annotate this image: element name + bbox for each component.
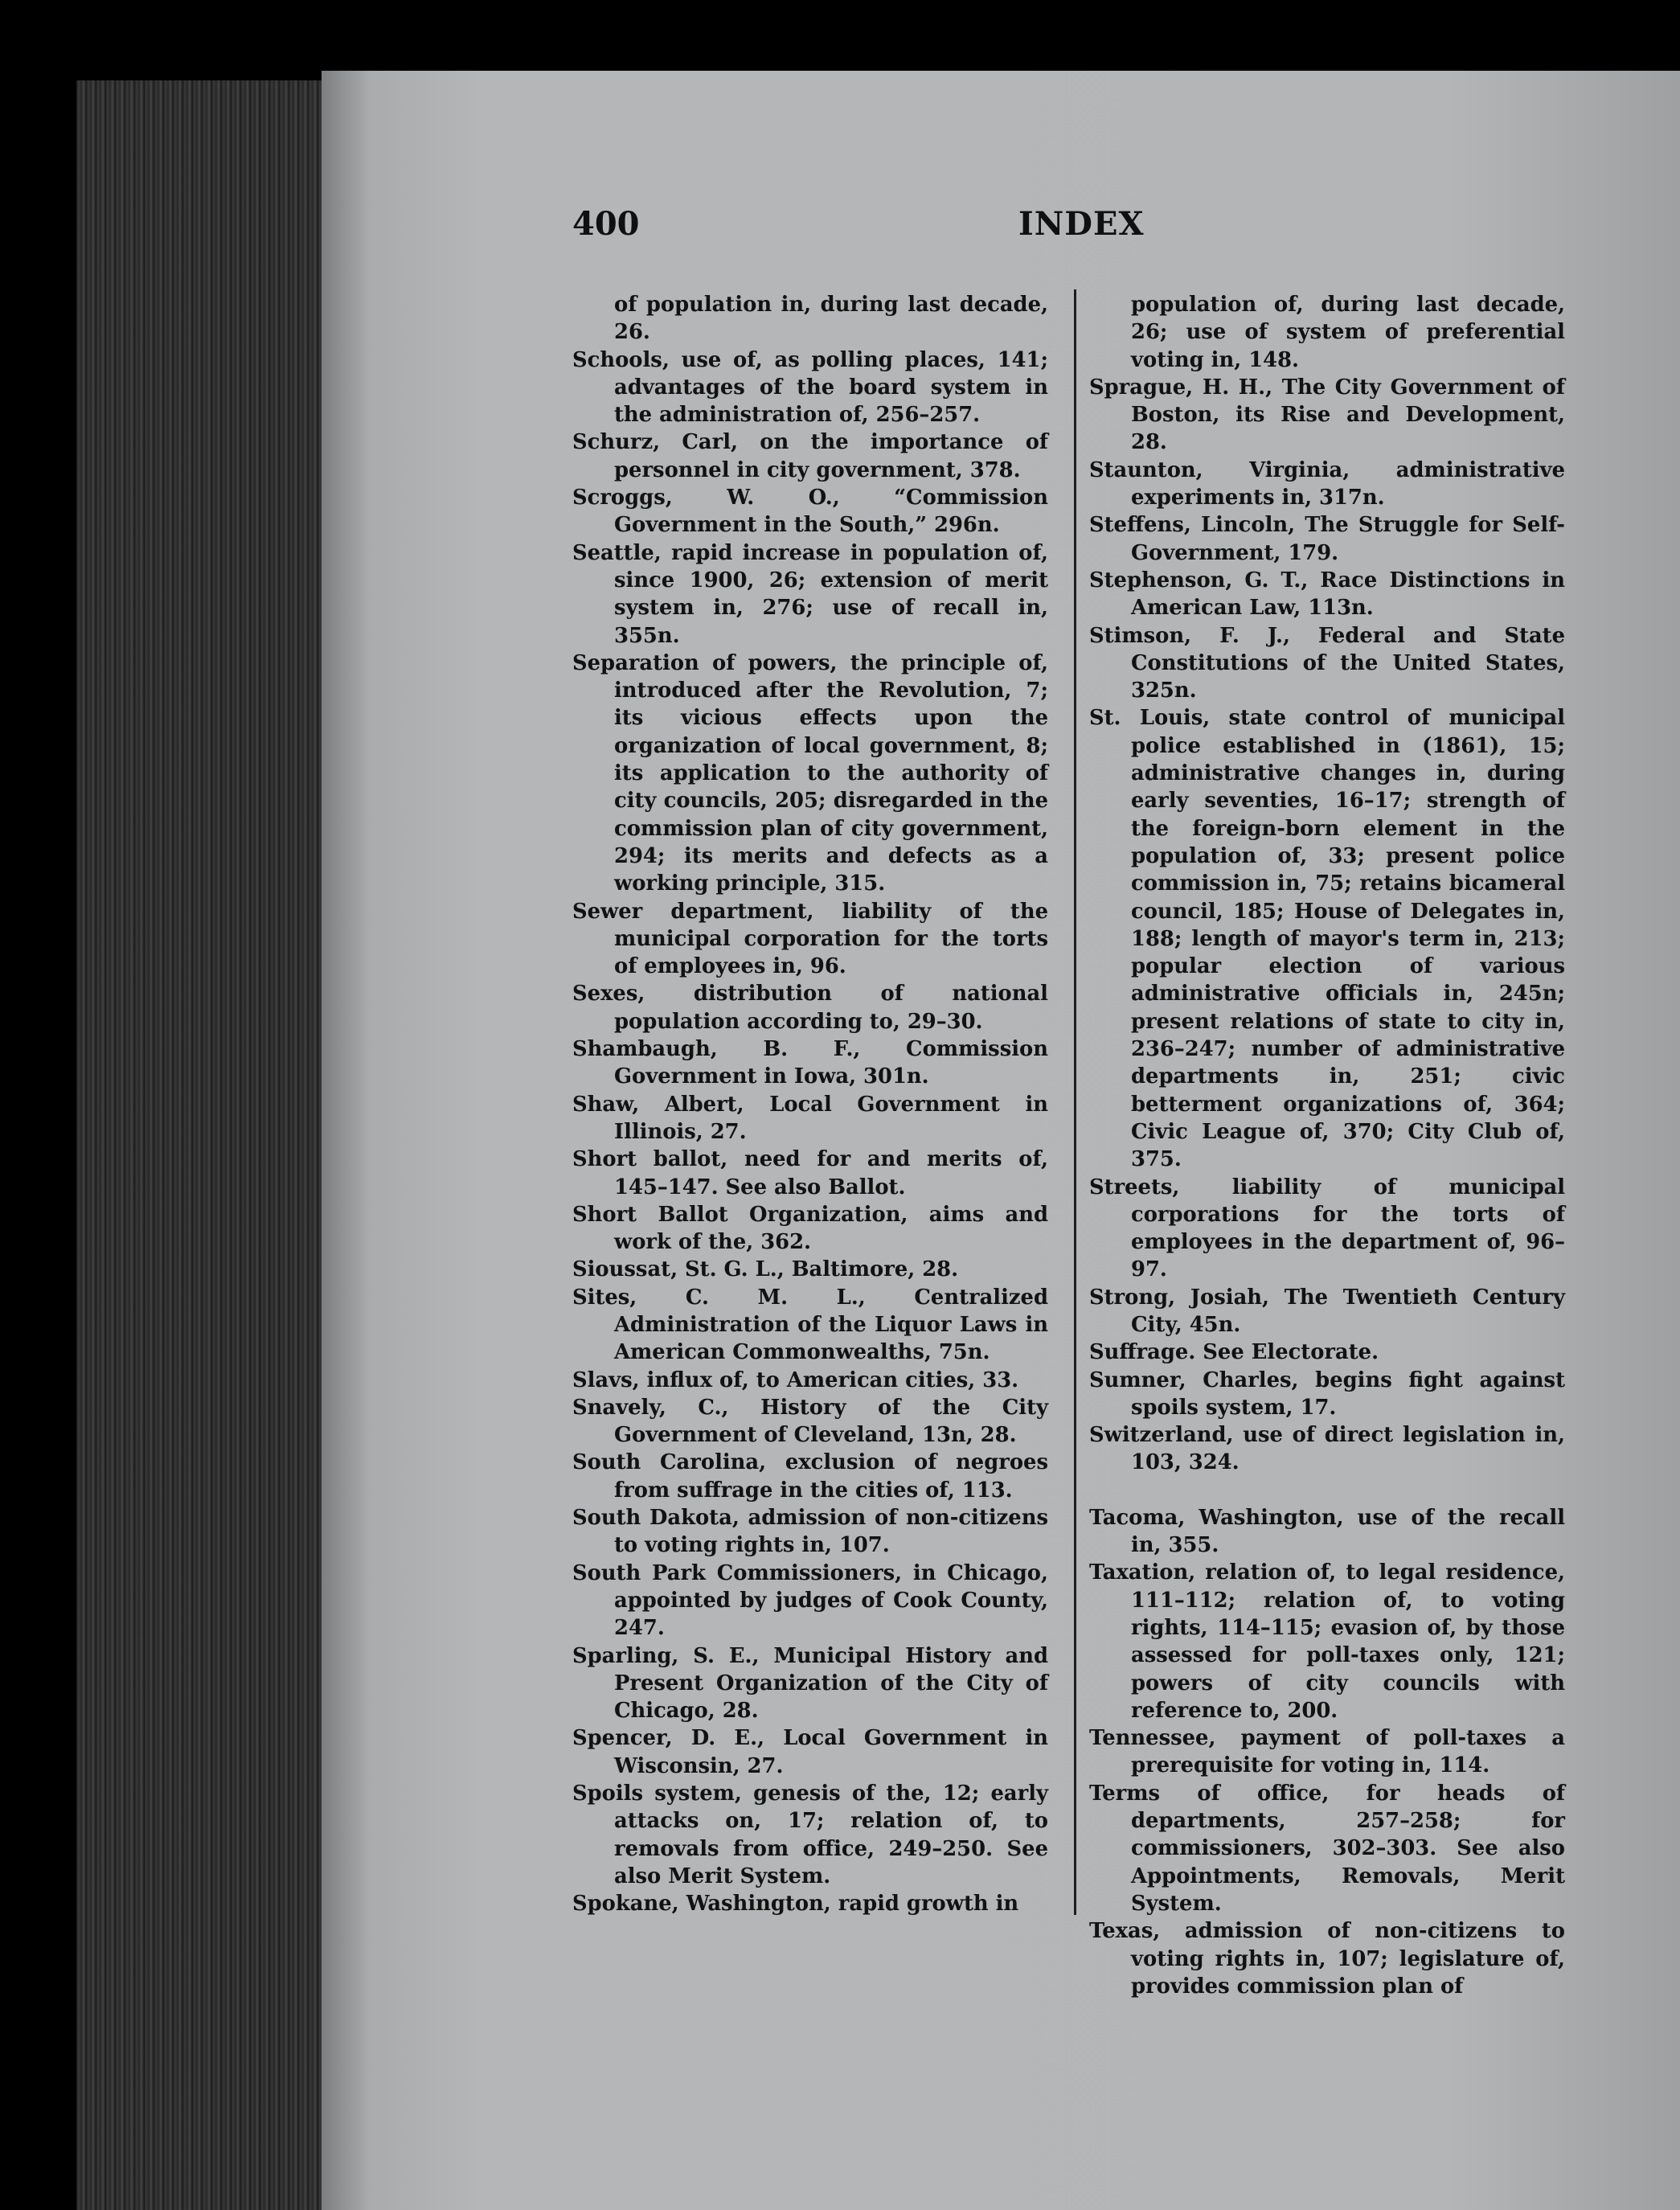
index-entry-text: ballot, need for and merits of, 145–147. See also Ballot. xyxy=(614,1147,1048,1199)
index-entry-heading: Shaw, xyxy=(572,1092,640,1117)
index-entry xyxy=(572,1642,1048,1725)
index-entry xyxy=(572,980,1048,1035)
index-entry xyxy=(572,1394,1048,1449)
index-entry-heading: Steffens, xyxy=(1089,513,1191,538)
index-entry-heading: South xyxy=(572,1450,641,1475)
index-entry-heading: Separation xyxy=(572,650,699,675)
index-entry-text: liability of municipal corporations for the torts of employees in the department of, 96–97. xyxy=(1131,1175,1565,1282)
index-entry-heading: Schools, xyxy=(572,347,670,372)
index-entry-text: D. E., Local Government in Wisconsin, 27. xyxy=(614,1726,1048,1778)
index-entry-text: Ballot Organization, aims and work of the, 362. xyxy=(614,1202,1048,1255)
index-entry xyxy=(572,1890,1048,1917)
index-entry-text: G. T., Race Distinctions in American Law, 113n. xyxy=(1131,568,1565,621)
index-entry xyxy=(572,1035,1048,1091)
index-entry xyxy=(1089,1284,1565,1339)
index-entry-heading: Stephenson, xyxy=(1089,568,1233,592)
index-entry-text: relation of, to legal residence, 111–112; relation of, to voting rights, 114–115; evasion of, by those assessed for poll-taxes only, 121; powers of city councils with reference to, 200. xyxy=(1131,1560,1565,1723)
index-entry xyxy=(572,1091,1048,1146)
index-entry-text: Washington, rapid growth in xyxy=(678,1892,1019,1917)
index-entry xyxy=(572,1284,1048,1367)
index-entry xyxy=(1089,704,1565,1173)
index-entry xyxy=(1089,1559,1565,1724)
column-divider xyxy=(1074,289,1076,1915)
index-entry-text: Carolina, exclusion of negroes from suffrage in the cities of, 113. xyxy=(614,1450,1048,1503)
index-entry-heading: Sites, xyxy=(572,1285,637,1310)
page-number: 400 xyxy=(572,205,640,243)
index-entry xyxy=(572,291,1048,346)
index-entry-heading: Stimson, xyxy=(1089,623,1192,648)
index-entry-heading: Short xyxy=(572,1202,637,1227)
index-entry-text: Charles, begins fight against spoils system, 17. xyxy=(1131,1367,1565,1420)
index-entry-text: St. G. L., Baltimore, 28. xyxy=(678,1257,959,1282)
page-title: INDEX xyxy=(1018,205,1145,243)
index-entry-heading: Spencer, xyxy=(572,1726,673,1751)
index-entry xyxy=(1089,511,1565,567)
index-entry xyxy=(572,898,1048,981)
index-entry-heading: Tacoma, xyxy=(1089,1505,1186,1530)
index-entry xyxy=(572,650,1048,898)
index-entry-heading: Strong, xyxy=(1089,1285,1176,1310)
index-entry-text: F. J., Federal and State Constitutions of the United States, 325n. xyxy=(1131,623,1565,703)
index-entry-heading: Terms xyxy=(1089,1781,1161,1806)
index-entry xyxy=(1089,622,1565,705)
index-entry-text: Carl, on the importance of personnel in city government, 378. xyxy=(614,430,1048,482)
index-entry xyxy=(1089,291,1565,374)
index-entry-text: admission of non-citizens to voting rights in, 107; legislature of, provides commission plan of xyxy=(1131,1919,1565,1999)
index-entry xyxy=(1089,1917,1565,2000)
index-entry-heading: Sewer xyxy=(572,899,643,924)
index-entry-text: of population in, during last decade, 26. xyxy=(614,293,1048,345)
index-entry xyxy=(572,1256,1048,1283)
index-entry xyxy=(572,1504,1048,1560)
index-entry-heading: Texas, xyxy=(1089,1919,1161,1944)
index-entry xyxy=(1089,1367,1565,1422)
index-entry-text: W. O., “Commission Government in the South,” 296n. xyxy=(614,486,1048,538)
index-entry-heading: Schurz, xyxy=(572,430,661,455)
index-entry-text: B. F., Commission Government in Iowa, 301n. xyxy=(614,1037,1048,1089)
index-entry xyxy=(1089,374,1565,457)
running-head xyxy=(572,205,1585,253)
index-entry xyxy=(1089,1780,1565,1917)
index-entry-text: H. H., The City Government of Boston, its Rise and Development, 28. xyxy=(1131,375,1565,455)
index-entry-text: of office, for heads of departments, 257–258; for commissioners, 302–303. See also Appointments, Removals, Merit System. xyxy=(1131,1781,1565,1916)
index-entry-text: influx of, to American cities, 33. xyxy=(639,1367,1019,1392)
index-entry-heading: St. xyxy=(1089,706,1121,731)
index-entry xyxy=(572,1367,1048,1394)
index-entry-text: S. E., Municipal History and Present Organization of the City of Chicago, 28. xyxy=(614,1643,1048,1724)
index-entry-heading: Short xyxy=(572,1147,637,1172)
index-entry-heading: Sprague, xyxy=(1089,375,1194,400)
index-entry-text: use of direct legislation in, 103, 324. xyxy=(1131,1423,1565,1475)
index-entry xyxy=(572,1724,1048,1780)
index-entry-text: Louis, state control of municipal police established in (1861), 15; administrative changes in, during early seventies, 16–17; strength of the foreign-born element in the population of, 33; present police commission in, 75; retains bicameral council, 185; House of Delegates in, 188; length of mayor's term in, 213; popular election of various administrative officials in, 245n; present relations of state to city in, 236–247; number of administrative departments in, 251; civic betterment organizations of, 364; Civic League of, 370; City Club of, 375. xyxy=(1121,706,1565,1172)
index-entry-heading: Spoils xyxy=(572,1782,643,1806)
book-page-edges xyxy=(76,80,334,2210)
index-entry-heading: South xyxy=(572,1560,641,1585)
index-entry xyxy=(1089,1339,1565,1366)
index-entry-heading: Streets, xyxy=(1089,1175,1180,1199)
index-entry xyxy=(1089,1174,1565,1284)
index-entry-heading: Sparling, xyxy=(572,1643,679,1668)
index-entry-text: Lincoln, The Struggle for Self-Government, 179. xyxy=(1131,513,1565,565)
index-entry-heading: Switzerland, xyxy=(1089,1423,1234,1448)
index-entry xyxy=(572,1780,1048,1890)
index-entry-heading: Staunton, xyxy=(1089,457,1203,482)
index-entry-heading: Spokane, xyxy=(572,1892,679,1917)
index-entry-heading: Scroggs, xyxy=(572,486,673,510)
index-entry-text: C., History of the City Government of Cleveland, 13n, 28. xyxy=(614,1395,1048,1448)
index-entry-heading: Shambaugh, xyxy=(572,1037,718,1062)
index-entry xyxy=(572,1560,1048,1642)
index-entry-text: distribution of national population according to, 29–30. xyxy=(614,982,1048,1034)
index-entry-heading: Sexes, xyxy=(572,982,645,1007)
index-entry-heading: Tennessee, xyxy=(1089,1726,1216,1751)
index-entry xyxy=(572,539,1048,650)
index-entry-text: Albert, Local Government in Illinois, 27. xyxy=(614,1092,1048,1144)
index-entry-text: use of, as polling places, 141; advantages of the board system in the administration of, 256–257. xyxy=(614,347,1048,428)
index-entry-text: rapid increase in population of, since 1900, 26; extension of merit system in, 276; use of recall in, 355n. xyxy=(614,540,1048,648)
index-entry-heading: Sioussat, xyxy=(572,1257,678,1282)
index-entry-text: Park Commissioners, in Chicago, appointed by judges of Cook County, 247. xyxy=(614,1560,1048,1641)
index-entry-heading: South xyxy=(572,1506,641,1531)
index-entry xyxy=(1089,1421,1565,1477)
index-entry-text: Dakota, admission of non-citizens to voting rights in, 107. xyxy=(614,1506,1048,1558)
index-entry xyxy=(572,1201,1048,1257)
index-entry-heading: Snavely, xyxy=(572,1395,666,1420)
index-entry xyxy=(572,484,1048,539)
index-column-right xyxy=(1089,291,1565,2000)
index-entry xyxy=(1089,567,1565,622)
index-entry xyxy=(572,346,1048,429)
index-entry-text: See Electorate. xyxy=(1195,1340,1379,1365)
index-entry-text: system, genesis of the, 12; early attacks on, 17; relation of, to removals from office, 249–250. See also Merit System. xyxy=(614,1782,1048,1888)
index-entry-text: Washington, use of the recall in, 355. xyxy=(1131,1505,1565,1558)
index-entry-text: Josiah, The Twentieth Century City, 45n. xyxy=(1131,1285,1565,1337)
index-entry-heading: Slavs, xyxy=(572,1367,640,1392)
index-entry-text: Virginia, administrative experiments in, 317n. xyxy=(1131,457,1565,510)
index-entry-text: C. M. L., Centralized Administration of the Liquor Laws in American Commonwealths, 75n. xyxy=(614,1285,1048,1365)
index-entry xyxy=(1089,1724,1565,1780)
index-entry xyxy=(572,428,1048,484)
index-entry xyxy=(572,1449,1048,1504)
index-entry-text: payment of poll-taxes a prerequisite for voting in, 114. xyxy=(1131,1726,1565,1778)
index-entry-heading: Seattle, xyxy=(572,540,662,565)
index-entry-heading: Sumner, xyxy=(1089,1367,1186,1392)
index-entry-heading: Suffrage. xyxy=(1089,1340,1196,1365)
index-entry xyxy=(1089,1504,1565,1560)
index-entry xyxy=(1089,457,1565,512)
index-column-left xyxy=(572,291,1048,1918)
index-entry-text: of powers, the principle of, introduced after the Revolution, 7; its vicious effects upon the organization of local government, 8; its application to the authority of city councils, 205; disregarded in the commission plan of city government, 294; its merits and defects as a working principle, 315. xyxy=(614,650,1048,896)
index-entry xyxy=(572,1146,1048,1201)
index-entry-heading: Taxation, xyxy=(1089,1560,1196,1585)
index-entry-text: population of, during last decade, 26; use of system of preferential voting in, 148. xyxy=(1131,293,1565,372)
index-entry-text: department, liability of the municipal corporation for the torts of employees in, 96. xyxy=(614,899,1048,979)
